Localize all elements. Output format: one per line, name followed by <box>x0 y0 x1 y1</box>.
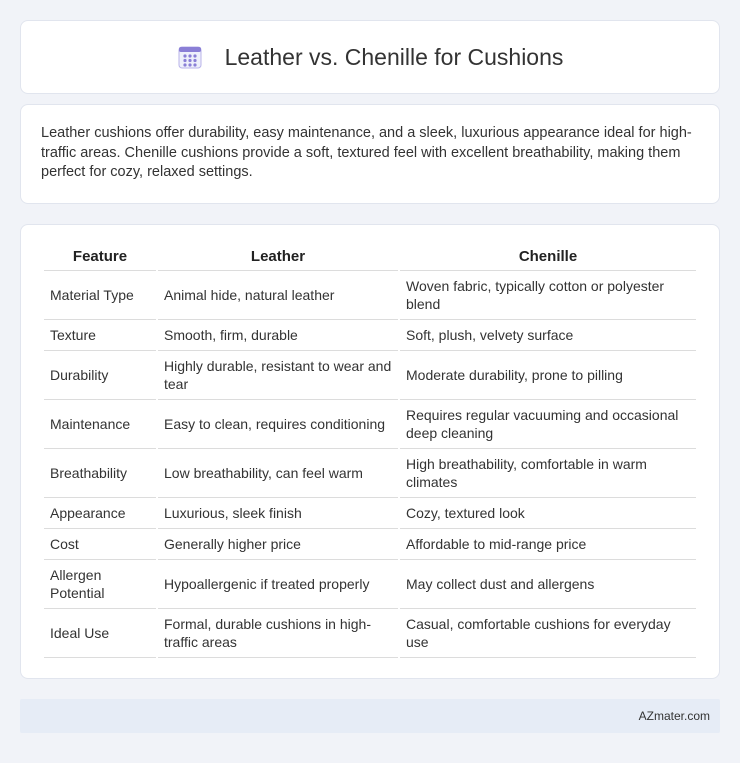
table-row <box>44 529 696 560</box>
feature-cell: Texture <box>44 320 156 351</box>
comparison-table-card <box>20 224 720 679</box>
feature-cell: Allergen Potential <box>44 560 156 609</box>
table-row <box>44 271 696 320</box>
chenille-cell: Soft, plush, velvety surface <box>400 320 696 351</box>
summary-card <box>20 104 720 204</box>
table-header-row <box>44 243 696 271</box>
chenille-cell: Requires regular vacuuming and occasional deep cleaning <box>400 400 696 449</box>
table-row <box>44 560 696 609</box>
title-card <box>20 20 720 94</box>
feature-cell: Maintenance <box>44 400 156 449</box>
table-row <box>44 320 696 351</box>
header-chenille: Chenille <box>400 243 696 271</box>
leather-cell: Easy to clean, requires conditioning <box>158 400 398 449</box>
chenille-cell: May collect dust and allergens <box>400 560 696 609</box>
feature-cell: Cost <box>44 529 156 560</box>
feature-cell: Ideal Use <box>44 609 156 658</box>
feature-cell: Appearance <box>44 498 156 529</box>
summary-text: Leather cushions offer durability, easy maintenance, and a sleek, luxurious appearance ideal for high-traffic areas. Chenille cushions provide a soft, textured feel with excellent breathability, making them perfect for cozy, relaxed settings. <box>41 125 692 181</box>
page-title: Leather vs. Chenille for Cushions <box>224 43 564 70</box>
chenille-cell: Woven fabric, typically cotton or polyester blend <box>400 271 696 320</box>
comparison-table <box>42 243 698 658</box>
leather-cell: Formal, durable cushions in high-traffic areas <box>158 609 398 658</box>
footer-bar <box>20 699 720 733</box>
calendar-grid-icon <box>177 44 203 70</box>
feature-cell: Durability <box>44 351 156 400</box>
leather-cell: Low breathability, can feel warm <box>158 449 398 498</box>
leather-cell: Generally higher price <box>158 529 398 560</box>
leather-cell: Animal hide, natural leather <box>158 271 398 320</box>
header-feature: Feature <box>44 243 156 271</box>
chenille-cell: Cozy, textured look <box>400 498 696 529</box>
leather-cell: Hypoallergenic if treated properly <box>158 560 398 609</box>
table-row <box>44 498 696 529</box>
leather-cell: Highly durable, resistant to wear and tear <box>158 351 398 400</box>
table-row <box>44 351 696 400</box>
feature-cell: Breathability <box>44 449 156 498</box>
table-row <box>44 609 696 658</box>
footer-credit-link[interactable]: AZmater.com <box>638 709 710 723</box>
chenille-cell: High breathability, comfortable in warm climates <box>400 449 696 498</box>
chenille-cell: Affordable to mid-range price <box>400 529 696 560</box>
leather-cell: Luxurious, sleek finish <box>158 498 398 529</box>
feature-cell: Material Type <box>44 271 156 320</box>
chenille-cell: Casual, comfortable cushions for everyday use <box>400 609 696 658</box>
leather-cell: Smooth, firm, durable <box>158 320 398 351</box>
table-row <box>44 449 696 498</box>
header-leather: Leather <box>158 243 398 271</box>
table-row <box>44 400 696 449</box>
chenille-cell: Moderate durability, prone to pilling <box>400 351 696 400</box>
